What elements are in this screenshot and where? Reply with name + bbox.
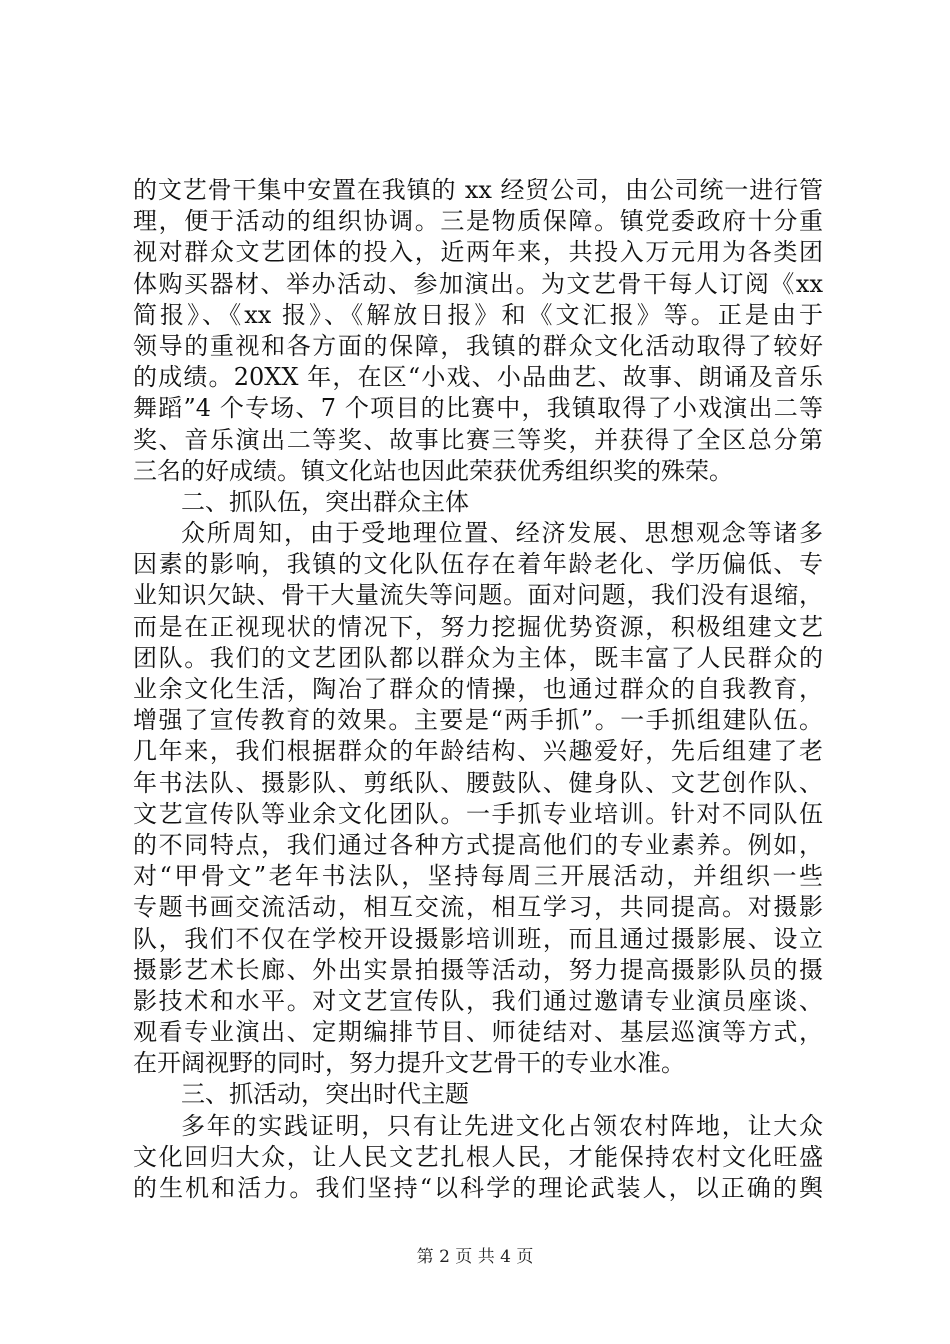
- paragraph-line: 的生机和活力。我们坚持“以科学的理论武装人，以正确的舆: [133, 1174, 823, 1202]
- paragraph-line: 年书法队、摄影队、剪纸队、腰鼓队、健身队、文艺创作队、: [133, 768, 823, 797]
- paragraph-line: 摄影艺术长廊、外出实景拍摄等活动，努力提高摄影队员的摄: [133, 955, 823, 984]
- paragraph-line: 在开阔视野的同时，努力提升文艺骨干的专业水准。: [133, 1049, 685, 1078]
- paragraph-line: 的成绩。20XX 年，在区“小戏、小品曲艺、故事、朗诵及音乐: [133, 363, 823, 392]
- paragraph-line: 对“甲骨文”老年书法队，坚持每周三开展活动，并组织一些: [133, 862, 823, 891]
- section-heading: 二、抓队伍，突出群众主体: [181, 487, 469, 516]
- paragraph-line: 多年的实践证明，只有让先进文化占领农村阵地，让大众: [181, 1111, 823, 1140]
- paragraph-line: 体购买器材、举办活动、参加演出。为文艺骨干每人订阅《xx: [133, 269, 823, 298]
- paragraph-line: 文化回归大众，让人民文艺扎根人民，才能保持农村文化旺盛: [133, 1142, 823, 1171]
- section-heading: 三、抓活动，突出时代主题: [181, 1080, 469, 1109]
- paragraph-line: 的文艺骨干集中安置在我镇的 xx 经贸公司，由公司统一进行管: [133, 176, 823, 204]
- paragraph-line: 业知识欠缺、骨干大量流失等问题。面对问题，我们没有退缩，: [133, 581, 823, 610]
- document-body: [133, 175, 823, 1204]
- paragraph-line: 领导的重视和各方面的保障，我镇的群众文化活动取得了较好: [133, 331, 823, 360]
- paragraph-line: 业余文化生活，陶冶了群众的情操，也通过群众的自我教育，: [133, 675, 823, 703]
- paragraph-line: 专题书画交流活动，相互交流，相互学习，共同提高。对摄影: [133, 893, 823, 922]
- paragraph-line: 简报》、《xx 报》、《解放日报》和《文汇报》等。正是由于: [133, 300, 823, 329]
- paragraph-line: 舞蹈”4 个专场、7 个项目的比赛中，我镇取得了小戏演出二等: [133, 394, 823, 423]
- paragraph-line: 影技术和水平。对文艺宣传队，我们通过邀请专业演员座谈、: [133, 986, 823, 1015]
- paragraph-line: 众所周知，由于受地理位置、经济发展、思想观念等诸多: [181, 519, 823, 548]
- paragraph-line: 几年来，我们根据群众的年龄结构、兴趣爱好，先后组建了老: [133, 737, 823, 766]
- paragraph-line: 三名的好成绩。镇文化站也因此荣获优秀组织奖的殊荣。: [133, 456, 733, 485]
- paragraph-line: 增强了宣传教育的效果。主要是“两手抓”。一手抓组建队伍。: [133, 706, 823, 735]
- paragraph-line: 理，便于活动的组织协调。三是物质保障。镇党委政府十分重: [133, 207, 823, 236]
- paragraph-line: 奖、音乐演出二等奖、故事比赛三等奖，并获得了全区总分第: [133, 425, 823, 454]
- paragraph-line: 队，我们不仅在学校开设摄影培训班，而且通过摄影展、设立: [133, 924, 823, 953]
- paragraph-line: 视对群众文艺团体的投入，近两年来，共投入万元用为各类团: [133, 238, 823, 267]
- paragraph-line: 而是在正视现状的情况下，努力挖掘优势资源，积极组建文艺: [133, 612, 823, 641]
- paragraph-line: 的不同特点，我们通过各种方式提高他们的专业素养。例如，: [133, 830, 823, 859]
- page-number-footer: 第 2 页 共 4 页: [416, 1247, 534, 1267]
- paragraph-line: 团队。我们的文艺团队都以群众为主体，既丰富了人民群众的: [133, 643, 823, 672]
- paragraph-line: 因素的影响，我镇的文化队伍存在着年龄老化、学历偏低、专: [133, 550, 823, 579]
- paragraph-line: 观看专业演出、定期编排节目、师徒结对、基层巡演等方式，: [133, 1018, 823, 1047]
- paragraph-line: 文艺宣传队等业余文化团队。一手抓专业培训。针对不同队伍: [133, 799, 823, 828]
